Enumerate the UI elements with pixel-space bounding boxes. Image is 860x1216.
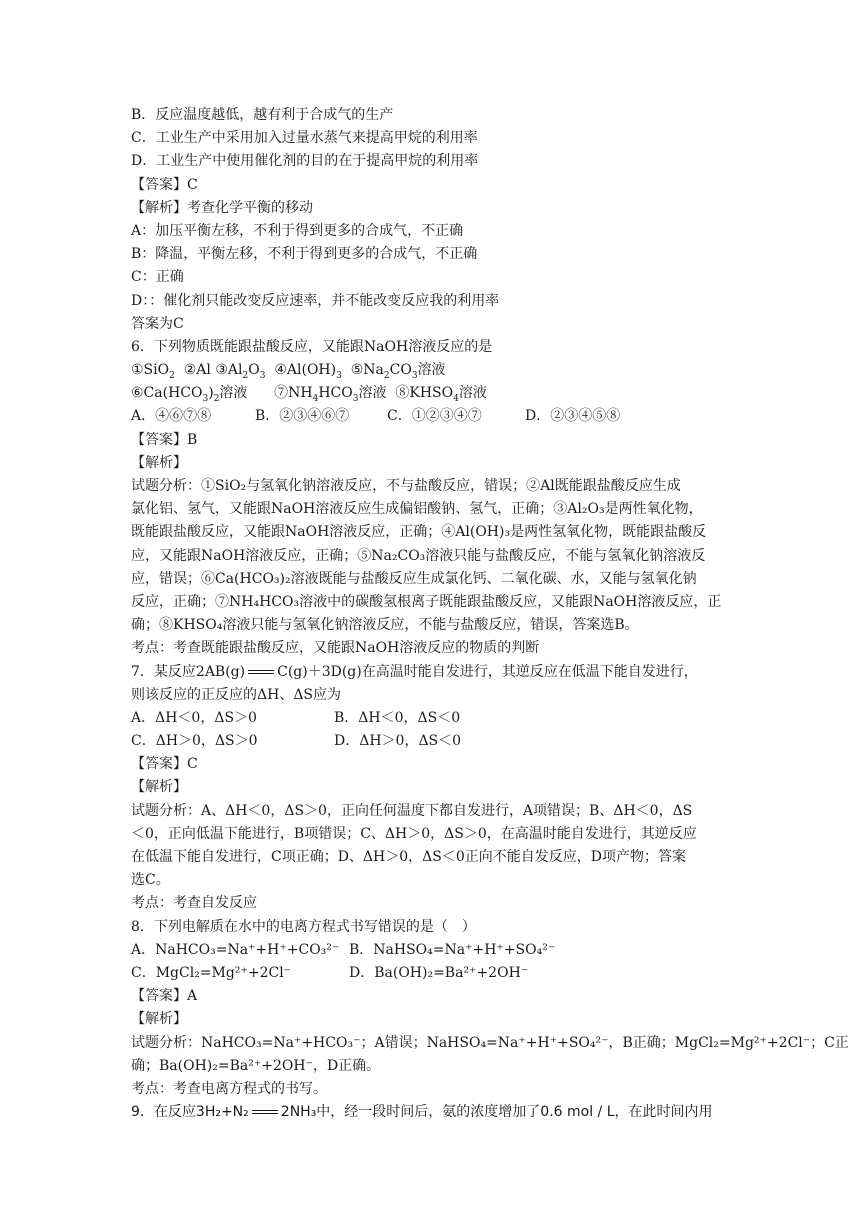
q6-detail-1: 试题分析：①SiO₂与氢氧化钠溶液反应，不与盐酸反应，错误；②Al既能跟盐酸反应生成 (131, 478, 681, 494)
subscript: 3 (336, 370, 342, 381)
q5-analysis-heading: 【解析】考查化学平衡的移动 (131, 199, 313, 216)
q7-stem-pre: 7．某反应2AB(g) (131, 663, 246, 680)
q8-point: 考点：考查电离方程式的书写。 (131, 1080, 327, 1097)
q6-answer: 【答案】B (131, 431, 198, 448)
subscript: 4 (312, 394, 319, 405)
q6-detail-7: 确；⑧KHSO₄溶液只能与氢氧化钠溶液反应，不能与盐酸反应，错误，答案选B。 (131, 617, 639, 634)
q7-stem (131, 661, 741, 684)
q6-item-6: ⑥Ca(HCO (131, 385, 203, 402)
q6-item-8: ⑧KHSO (395, 385, 454, 402)
subscript: 2 (242, 370, 249, 381)
q7-options-row1 (131, 707, 741, 730)
subscript: 2 (383, 370, 390, 381)
q6-items-line1 (131, 359, 741, 382)
q6-item-5: ⑤Na (350, 362, 384, 379)
q6-item-7: ⑦NH (274, 385, 313, 402)
q5-option-b: B．反应温度越低，越有利于合成气的生产 (131, 107, 394, 123)
equilibrium-arrow-icon (246, 668, 276, 676)
q9-stem-pre: 9．在反应3H₂+N₂ (131, 1104, 249, 1121)
q6-item-3: ③Al (215, 362, 243, 379)
q5-analysis-d: D：：催化剂只能改变反应速率，并不能改变反应我的利用率 (131, 292, 500, 309)
q6-detail-2: 氯化铝、氢气，又能跟NaOH溶液反应生成偏铝酸钠、氢气，正确；③Al₂O₃是两性氧化物， (131, 501, 703, 518)
q6-item-6c: 溶液 (219, 385, 248, 402)
q6-item-8b: 溶液 (458, 385, 487, 402)
q8-option-c: C．MgCl₂=Mg²⁺+2Cl⁻ (131, 964, 292, 981)
q5-option-c: C．工业生产中采用加入过量水蒸气来提高甲烷的利用率 (131, 130, 478, 147)
q6-option-b: B．②③④⑥⑦ (255, 408, 350, 425)
q8-options-row1 (131, 939, 741, 962)
q7-option-c: C．ΔH＞0，ΔS＞0 (131, 733, 258, 750)
q6-detail-6: 反应，正确；⑦NH₄HCO₃溶液中的碳酸氢根离子既能跟盐酸反应，又能跟NaOH溶液反应，正 (131, 593, 722, 610)
q7-detail-2: ＜0，正向低温下能进行，B项错误；C、ΔH＞0，ΔS＞0，在高温时能自发进行，其逆反应 (131, 825, 697, 842)
q6-detail-3: 既能跟盐酸反应，又能跟NaOH溶液反应，正确；④Al(OH)₃是两性氢氧化物，既能跟盐酸反 (131, 524, 707, 541)
q6-stem: 6．下列物质既能跟盐酸反应，又能跟NaOH溶液反应的是 (131, 338, 493, 355)
q8-options-row2 (131, 962, 741, 985)
q6-option-a: A．④⑥⑦⑧ (131, 408, 212, 425)
q7-detail-3: 在低温下能自发进行，C项正确；D、ΔH＞0，ΔS＜0正向不能自发反应，D项产物；答案 (131, 849, 686, 865)
q7-option-d: D．ΔH＞0，ΔS＜0 (334, 733, 462, 750)
q6-options (131, 405, 741, 428)
q6-item-2: ②Al (183, 362, 211, 379)
q6-detail-5: 应，错误；⑥Ca(HCO₃)₂溶液既能与盐酸反应生成氯化钙、二氧化碳、水，又能与氢氧化钠 (131, 570, 697, 587)
subscript: 2 (169, 370, 175, 381)
q5-analysis-b: B：降温，平衡左移，不利于得到更多的合成气，不正确 (131, 246, 478, 263)
subscript: 2 (213, 394, 220, 405)
q8-option-d: D．Ba(OH)₂=Ba²⁺+2OH⁻ (349, 964, 529, 981)
q8-option-b: B．NaHSO₄=Na⁺+H⁺+SO₄²⁻ (349, 941, 556, 958)
q7-point: 考点：考查自发反应 (131, 895, 257, 912)
q6-item-5c: 溶液 (417, 362, 446, 379)
q7-stem-2: 则该反应的正反应的ΔH、ΔS应为 (131, 686, 342, 703)
q7-option-b: B．ΔH＜0，ΔS＜0 (334, 709, 461, 726)
q6-analysis-heading: 【解析】 (131, 454, 187, 471)
document-body (131, 104, 849, 1124)
q6-item-3b: O (248, 362, 260, 379)
q7-stem-post: C(g)＋3D(g)在高温时能自发进行，其逆反应在低温下能自发进行， (277, 663, 698, 680)
q7-detail-1: 试题分析：A、ΔH＜0，ΔS＞0，正向任何温度下都自发进行，A项错误；B、ΔH＜0，ΔS (131, 802, 693, 819)
q8-stem: 8．下列电解质在水中的电离方程式书写错误的是（ ） (131, 918, 476, 935)
q6-detail-4: 应，又能跟NaOH溶液反应，正确；⑤Na₂CO₃溶液只能与盐酸反应，不能与氢氧化钠溶液反 (131, 547, 706, 564)
subscript: 3 (411, 370, 418, 381)
q6-item-5b: CO (389, 362, 412, 379)
q6-item-7b: HCO (318, 385, 353, 402)
subscript: 3 (259, 370, 266, 381)
q5-analysis-c: C：正确 (131, 269, 184, 286)
q8-detail-1: 试题分析：NaHCO₃=Na⁺+HCO₃⁻；A错误；NaHSO₄=Na⁺+H⁺+SO₄²⁻，B正确；MgCl₂=Mg²⁺+2Cl⁻；C正 (131, 1034, 849, 1051)
q8-analysis-heading: 【解析】 (131, 1011, 187, 1028)
q9-stem-post: 2NH₃中，经一段时间后，氨的浓度增加了0.6 mol / L，在此时间内用 (280, 1104, 713, 1121)
q6-option-d: D．②③④⑤⑧ (525, 408, 621, 425)
q5-option-d: D．工业生产中使用催化剂的目的在于提高甲烷的利用率 (131, 153, 479, 170)
subscript: 3 (202, 394, 209, 405)
q6-items-line2 (131, 382, 741, 405)
q6-option-c: C．①②③④⑦ (387, 408, 482, 425)
q7-detail-4: 选C。 (131, 872, 170, 889)
q5-conclusion: 答案为C (131, 315, 184, 332)
q6-item-1: ①SiO (131, 362, 170, 379)
q6-item-6b: ) (208, 385, 214, 402)
q7-option-a: A．ΔH＜0，ΔS＞0 (131, 709, 257, 726)
equilibrium-arrow-icon (250, 1108, 280, 1116)
q9-stem (131, 1101, 741, 1124)
q6-point: 考点：考查既能跟盐酸反应，又能跟NaOH溶液反应的物质的判断 (131, 640, 540, 657)
q5-analysis-a: A：加压平衡左移，不利于得到更多的合成气，不正确 (131, 222, 464, 239)
q7-answer: 【答案】C (131, 756, 198, 773)
q5-answer: 【答案】C (131, 176, 198, 193)
q8-option-a: A．NaHCO₃=Na⁺+H⁺+CO₃²⁻ (131, 941, 340, 958)
q7-analysis-heading: 【解析】 (131, 779, 187, 796)
q7-options-row2 (131, 730, 741, 753)
q6-item-4: ④Al(OH) (274, 362, 337, 379)
q6-item-7c: 溶液 (358, 385, 387, 402)
subscript: 3 (352, 394, 359, 405)
subscript: 4 (453, 394, 459, 405)
q8-answer: 【答案】A (131, 988, 198, 1005)
q8-detail-2: 确；Ba(OH)₂=Ba²⁺+2OH⁻，D正确。 (131, 1057, 381, 1074)
